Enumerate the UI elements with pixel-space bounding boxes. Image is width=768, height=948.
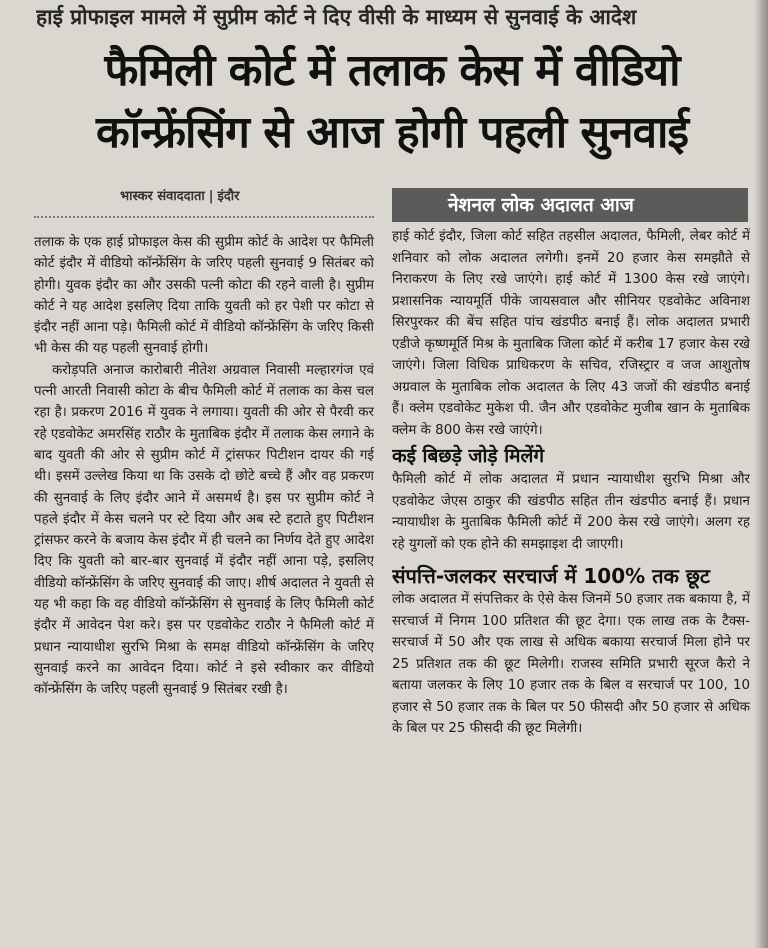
article-paragraph-2: करोड़पति अनाज कारोबारी नीतेश अग्रवाल निवासी मल्हारगंज एवं पत्नी आरती निवासी कोटा के बीच फैमिली कोर्ट में तलाक का केस चल रहा है। प्रकरण 2016 में युवक ने लगाया। युवती की ओर से पैरवी कर रहे एडवोकेट अमरसिंह राठौर के मुताबिक इंदौर में तलाक केस लगाने के बाद युवती की ओर से सुप्रीम कोर्ट में ट्रांसफर पिटीशन दायर की गई थी। इसमें उल्लेख किया था कि उसके दो छोटे बच्चे हैं और वह प्रकरण की सुनवाई के लिए इंदौर आने में असमर्थ है। इस पर सुप्रीम कोर्ट ने पहले इंदौर में केस चलने पर स्टे दिया और अब स्टे हटाते हुए पिटीशन ट्रांसफर करने के बजाय केस इंदौर में ही चलने का निर्णय देते हुए आदेश दिए कि युवती को बार-बार सुनवाई में इंदौर नहीं आना पड़े, इसलिए वीडियो कॉन्फ्रेंसिंग के जरिए सुनवाई की जाए। शीर्ष अदालत ने युवती से यह भी कहा कि वह वीडियो कॉन्फ्रेंसिंग से सुनवाई के लिए फैमिली कोर्ट इंदौर में आवेदन पेश करे। इस पर एडवोकेट राठौर ने फैमिली कोर्ट में प्रधान न्यायाधीश सुरभि मिश्रा के समक्ष वीडियो कॉन्फ्रेंसिंग के जरिए सुनवाई करने का आवेदन दिया। कोर्ट ने इसे स्वीकार कर वीडियो कॉन्फ्रेंसिंग के जरिए पहली सुनवाई 9 सितंबर रखी है। <box>34 362 374 698</box>
byline-city: इंदौर <box>217 189 240 204</box>
page-edge-shadow <box>754 0 768 948</box>
sidebar-subheading-surcharge: संपत्ति-जलकर सरचार्ज में 100% तक छूट <box>392 564 710 588</box>
article-paragraph-1: तलाक के एक हाई प्रोफाइल केस की सुप्रीम कोर्ट के आदेश पर फैमिली कोर्ट इंदौर में वीडियो कॉन्फ्रेंसिंग के जरिए पहली सुनवाई 9 सितंबर को होगी। युवक इंदौर का और उसकी पत्नी कोटा की रहने वाली है। सुप्रीम कोर्ट ने यह आदेश इसलिए दिया ताकि युवती को हर पेशी पर कोटा से इंदौर नहीं आना पड़े। फैमिली कोर्ट में वीडियो कॉन्फ्रेंसिंग के जरिए किसी भी केस की यह पहली सुनवाई होगी। <box>34 235 374 357</box>
sidebar-subheading-reunion: कई बिछड़े जोड़े मिलेंगे <box>392 445 545 467</box>
byline-reporter: भास्कर संवाददाता <box>120 189 205 204</box>
sidebar-section-reunion: फैमिली कोर्ट में लोक अदालत में प्रधान न्यायाधीश सुरभि मिश्रा और एडवोकेट जेएस ठाकुर की खंडपीठ सहित तीन खंडपीठ बनाई हैं। प्रधान न्यायाधीश के मुताबिक फैमिली कोर्ट में 200 केस रखे जाएंगे। अलग रह रहे युगलों को एक होने की समझाइश दी जाएगी। <box>392 472 750 552</box>
sidebar-article <box>392 226 750 926</box>
main-article <box>34 232 374 934</box>
dotted-divider <box>34 216 374 218</box>
sidebar-section-surcharge: लोक अदालत में संपत्तिकर के ऐसे केस जिनमें 50 हजार तक बकाया है, में सरचार्ज में निगम 100 प्रतिशत की छूट देगा। एक लाख तक के टैक्स-सरचार्ज में 50 और एक लाख से अधिक बकाया सरचार्ज मिला होने पर 25 प्रतिशत तक की छूट मिलेगी। राजस्व समिति प्रभारी सूरज कैरो ने बताया जलकर के लिए 10 हजार तक के बिल व सरचार्ज पर 100, 10 हजार से 50 हजार तक के बिल पर 50 फीसदी और 50 हजार से अधिक के बिल पर 25 फीसदी की छूट मिलेगी। <box>392 592 750 736</box>
sidebar-header: नेशनल लोक अदालत आज <box>392 188 748 222</box>
main-headline: फैमिली कोर्ट में तलाक केस में वीडियो कॉन्फ्रेंसिंग से आज होगी पहली सुनवाई <box>95 45 689 158</box>
byline-separator: | <box>208 189 214 204</box>
sidebar-intro: हाई कोर्ट इंदौर, जिला कोर्ट सहित तहसील अदालत, फैमिली, लेबर कोर्ट में शनिवार को लोक अदालत लगेगी। इनमें 20 हजार केस समझौते से निराकरण के लिए रखे जाएंगे। हाई कोर्ट में 1300 केस रखे जाएंगे। प्रशासनिक न्यायमूर्ति पीके जायसवाल और सीनियर एडवोकेट अविनाश सिरपुरकर की बेंच सहित पांच खंडपीठ बनाई हैं। लोक अदालत प्रभारी एडीजे कृष्णमूर्ति मिश्र के मुताबिक जिला कोर्ट में करीब 17 हजार केस रखे जाएंगे। जिला विधिक प्राधिकरण के सचिव, रजिस्ट्रार व जज आशुतोष अग्रवाल के मुताबिक लोक अदालत के लिए 43 जजों की खंडपीठ बनाई हैं। क्लेम एडवोकेट मुकेश पी. जैन और एडवोकेट मुजीब खान के मुताबिक क्लेम के 800 केस रखे जाएंगे। <box>392 229 750 438</box>
byline <box>120 186 239 204</box>
kicker-headline: हाई प्रोफाइल मामले में सुप्रीम कोर्ट ने दिए वीसी के माध्यम से सुनवाई के आदेश <box>36 5 637 29</box>
